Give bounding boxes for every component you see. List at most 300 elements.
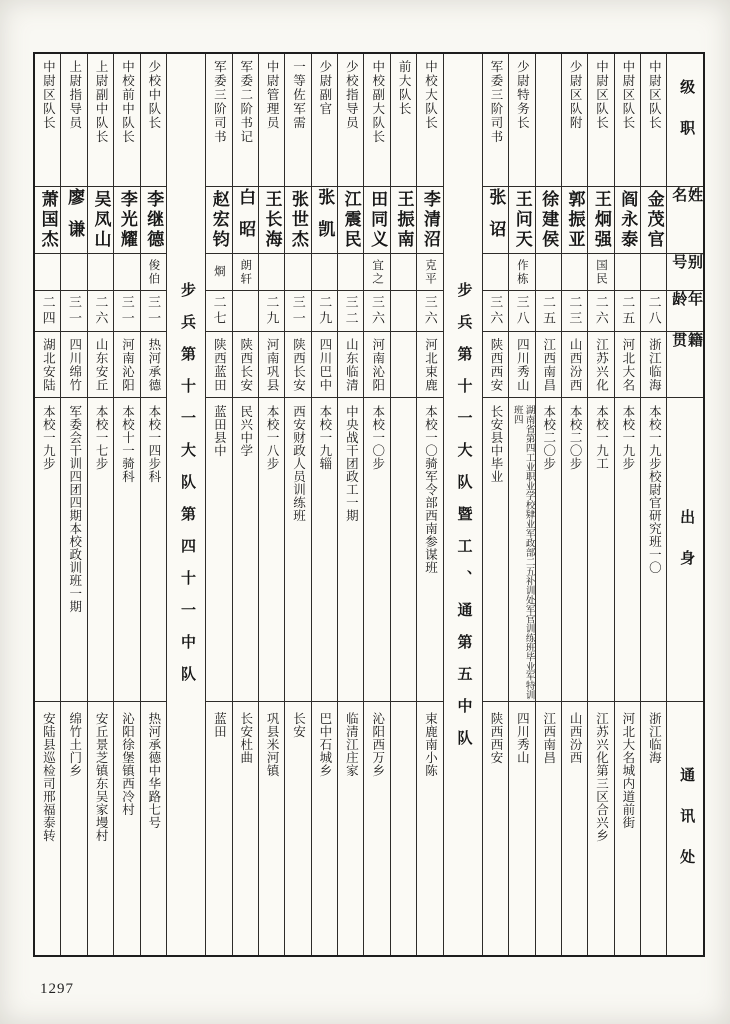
byname-cell xyxy=(114,254,139,291)
person-column xyxy=(508,54,534,955)
name-text: 张诏 xyxy=(486,188,506,252)
name-cell xyxy=(483,187,508,254)
rank-text: 军委三阶司书 xyxy=(488,60,503,144)
name-cell xyxy=(259,187,284,254)
header-address xyxy=(667,702,703,955)
address-text: 沁阳西万乡 xyxy=(370,712,385,777)
person-column xyxy=(390,54,416,955)
age-text: 二九 xyxy=(264,295,280,327)
native-place-cell xyxy=(114,332,139,398)
address-text: 沁阳徐堡镇西冷村 xyxy=(120,712,135,816)
header-origin-label: 出身 xyxy=(678,508,695,591)
person-column xyxy=(140,54,166,955)
age-cell xyxy=(233,291,258,332)
age-text: 二七 xyxy=(211,295,227,327)
age-text: 二三 xyxy=(567,295,583,327)
origin-cell xyxy=(141,398,166,702)
native-place-cell xyxy=(88,332,113,398)
age-text: 二八 xyxy=(646,295,662,327)
address-text: 安陆县巡检司邢福泰转 xyxy=(41,712,56,842)
address-cell xyxy=(114,702,139,955)
age-text: 三一 xyxy=(146,295,162,327)
name-cell xyxy=(338,187,363,254)
native-place-text: 热河承德 xyxy=(146,337,161,392)
byname-text: 朗轩 xyxy=(239,258,252,286)
name-cell xyxy=(417,187,442,254)
name-text: 王问天 xyxy=(512,190,532,250)
origin-cell xyxy=(285,398,310,702)
origin-cell xyxy=(61,398,86,702)
origin-text: 本校一八步 xyxy=(265,405,280,470)
origin-cell xyxy=(233,398,258,702)
origin-text: 本校一九工 xyxy=(594,405,609,470)
age-text: 二六 xyxy=(93,295,109,327)
address-text: 长安杜曲 xyxy=(238,712,253,764)
origin-text: 本校一九步校尉官研究班一〇 xyxy=(647,405,662,574)
rank-text: 少校中队长 xyxy=(146,60,161,130)
address-cell xyxy=(312,702,337,955)
name-text: 张凯 xyxy=(315,188,335,252)
native-place-text: 江苏兴化 xyxy=(594,337,609,392)
address-text: 绵竹土门乡 xyxy=(67,712,82,777)
age-cell xyxy=(483,291,508,332)
address-cell xyxy=(338,702,363,955)
origin-cell xyxy=(562,398,587,702)
address-cell xyxy=(88,702,113,955)
person-column xyxy=(232,54,258,955)
person-column xyxy=(535,54,561,955)
name-text: 李光耀 xyxy=(117,190,137,250)
byname-cell xyxy=(141,254,166,291)
age-cell xyxy=(88,291,113,332)
address-cell xyxy=(364,702,389,955)
person-column xyxy=(416,54,442,955)
byname-cell xyxy=(206,254,231,291)
origin-cell xyxy=(35,398,60,702)
age-text: 三六 xyxy=(369,295,385,327)
person-column xyxy=(363,54,389,955)
age-cell xyxy=(285,291,310,332)
name-text: 王长海 xyxy=(262,190,282,250)
name-cell xyxy=(233,187,258,254)
rank-text: 中尉区队长 xyxy=(41,60,56,130)
byname-cell xyxy=(641,254,666,291)
native-place-cell xyxy=(615,332,640,398)
rank-text: 中尉管理员 xyxy=(265,60,280,130)
origin-text: 本校一〇步 xyxy=(370,405,385,470)
address-text: 陕西西安 xyxy=(488,712,503,764)
person-column xyxy=(35,54,60,955)
rank-cell xyxy=(206,54,231,187)
name-text: 廖谦 xyxy=(65,188,85,252)
person-column xyxy=(640,54,666,955)
address-cell xyxy=(259,702,284,955)
name-cell xyxy=(364,187,389,254)
rank-text: 前大队长 xyxy=(397,60,412,116)
byname-text: 国民 xyxy=(595,258,607,286)
native-place-text: 河北束鹿 xyxy=(423,337,438,392)
origin-cell xyxy=(391,398,416,702)
rank-text: 少尉副官 xyxy=(317,60,332,116)
age-text: 三六 xyxy=(488,295,504,327)
origin-text: 蓝田县中 xyxy=(212,405,227,457)
rank-cell xyxy=(285,54,310,187)
address-cell xyxy=(483,702,508,955)
age-text: 三八 xyxy=(514,295,530,327)
age-cell xyxy=(141,291,166,332)
name-cell xyxy=(285,187,310,254)
origin-cell xyxy=(259,398,284,702)
native-place-cell xyxy=(588,332,613,398)
address-cell xyxy=(562,702,587,955)
origin-text: 本校一九步 xyxy=(620,405,635,470)
origin-text: 民兴中学 xyxy=(238,405,253,457)
header-byname-label: 别号 xyxy=(670,254,702,279)
native-place-text: 陕西长安 xyxy=(291,337,306,392)
name-text: 张世杰 xyxy=(288,190,308,250)
origin-cell xyxy=(417,398,442,702)
name-text: 田同义 xyxy=(368,190,388,250)
rank-cell xyxy=(417,54,442,187)
unit-title-column xyxy=(166,54,205,955)
native-place-cell xyxy=(233,332,258,398)
person-column xyxy=(587,54,613,955)
age-cell xyxy=(338,291,363,332)
page-number: 1297 xyxy=(40,981,74,997)
origin-cell xyxy=(114,398,139,702)
name-text: 王振南 xyxy=(394,190,414,250)
rank-text: 中尉区队长 xyxy=(594,60,609,130)
origin-text: 本校一九步 xyxy=(41,405,56,470)
byname-cell xyxy=(61,254,86,291)
header-name xyxy=(667,187,703,254)
native-place-text: 四川巴中 xyxy=(317,337,332,392)
name-text: 吴凤山 xyxy=(91,190,111,250)
rank-cell xyxy=(35,54,60,187)
unit-title-cell xyxy=(444,54,482,955)
native-place-text: 江西南昌 xyxy=(541,337,556,392)
native-place-cell xyxy=(338,332,363,398)
native-place-cell xyxy=(641,332,666,398)
name-cell xyxy=(88,187,113,254)
table-header-column xyxy=(666,54,703,955)
origin-cell xyxy=(338,398,363,702)
rank-cell xyxy=(233,54,258,187)
address-cell xyxy=(206,702,231,955)
rank-text: 少尉区队附 xyxy=(568,60,583,130)
byname-cell xyxy=(483,254,508,291)
rank-cell xyxy=(588,54,613,187)
native-place-cell xyxy=(536,332,561,398)
age-cell xyxy=(259,291,284,332)
age-cell xyxy=(206,291,231,332)
native-place-cell xyxy=(312,332,337,398)
origin-text: 本校十一骑科 xyxy=(120,405,135,483)
native-place-cell xyxy=(206,332,231,398)
native-place-text: 山西汾西 xyxy=(568,337,583,392)
name-cell xyxy=(588,187,613,254)
byname-text: 烱 xyxy=(212,265,225,279)
address-text: 蓝田 xyxy=(212,712,227,738)
person-column xyxy=(311,54,337,955)
byname-cell xyxy=(312,254,337,291)
byname-cell xyxy=(259,254,284,291)
age-text: 二五 xyxy=(541,295,557,327)
byname-text: 宜之 xyxy=(371,258,384,286)
person-column xyxy=(561,54,587,955)
origin-cell xyxy=(615,398,640,702)
native-place-cell xyxy=(285,332,310,398)
rank-text: 一等佐军需 xyxy=(291,60,306,130)
native-place-text: 河南巩县 xyxy=(265,337,280,392)
native-place-text: 陕西蓝田 xyxy=(212,337,227,392)
address-text: 安丘景芝镇东吴家墁村 xyxy=(94,712,109,842)
address-cell xyxy=(588,702,613,955)
origin-text: 本校一七步 xyxy=(94,405,109,470)
age-text: 三一 xyxy=(119,295,135,327)
native-place-cell xyxy=(141,332,166,398)
native-place-cell xyxy=(483,332,508,398)
origin-cell xyxy=(588,398,613,702)
age-text: 三一 xyxy=(290,295,306,327)
rank-text: 上尉副中队长 xyxy=(94,60,109,144)
native-place-text: 河北大名 xyxy=(620,337,635,392)
native-place-text: 陕西西安 xyxy=(488,337,503,392)
native-place-cell xyxy=(61,332,86,398)
rank-text: 军委三阶司书 xyxy=(212,60,227,144)
unit-title-column xyxy=(443,54,482,955)
header-age-label: 年龄 xyxy=(670,291,702,316)
officer-roster-table xyxy=(33,52,705,957)
unit-title-text: 步兵第十一大队暨工、通第五中队 xyxy=(455,282,472,762)
person-column xyxy=(113,54,139,955)
age-cell xyxy=(114,291,139,332)
native-place-cell xyxy=(509,332,534,398)
rank-text: 上尉指导员 xyxy=(67,60,82,130)
address-cell xyxy=(417,702,442,955)
name-text: 徐建侯 xyxy=(539,190,559,250)
rank-cell xyxy=(615,54,640,187)
age-text: 二九 xyxy=(317,295,333,327)
native-place-text: 四川秀山 xyxy=(515,337,530,392)
native-place-text: 浙江临海 xyxy=(647,337,662,392)
address-cell xyxy=(35,702,60,955)
address-cell xyxy=(641,702,666,955)
byname-cell xyxy=(35,254,60,291)
age-text: 二六 xyxy=(593,295,609,327)
address-text: 热河承德中华路七号 xyxy=(146,712,161,829)
age-text: 二四 xyxy=(40,295,56,327)
rank-text: 少尉特务长 xyxy=(515,60,530,130)
byname-cell xyxy=(417,254,442,291)
name-cell xyxy=(61,187,86,254)
byname-cell xyxy=(285,254,310,291)
native-place-text: 湖北安陆 xyxy=(41,337,56,392)
address-cell xyxy=(391,702,416,955)
native-place-cell xyxy=(562,332,587,398)
name-cell xyxy=(35,187,60,254)
origin-cell xyxy=(483,398,508,702)
header-byname xyxy=(667,254,703,291)
name-cell xyxy=(114,187,139,254)
unit-title-cell xyxy=(167,54,205,955)
name-cell xyxy=(536,187,561,254)
age-cell xyxy=(615,291,640,332)
native-place-text: 陕西长安 xyxy=(238,337,253,392)
header-native-place xyxy=(667,332,703,398)
rank-cell xyxy=(562,54,587,187)
name-cell xyxy=(562,187,587,254)
rank-text: 中校大队长 xyxy=(423,60,438,130)
header-rank-label: 级职 xyxy=(678,79,695,161)
origin-text: 西安财政人员训练班 xyxy=(291,405,306,522)
origin-text: 中央战干团政工一期 xyxy=(344,405,359,522)
address-text: 江西南昌 xyxy=(541,712,556,764)
rank-cell xyxy=(641,54,666,187)
name-text: 江震民 xyxy=(341,190,361,250)
origin-text: 本校一四步科 xyxy=(146,405,161,483)
person-column xyxy=(258,54,284,955)
age-cell xyxy=(364,291,389,332)
rank-cell xyxy=(141,54,166,187)
rank-text: 中校前中队长 xyxy=(120,60,135,144)
rank-cell xyxy=(509,54,534,187)
byname-text: 作栋 xyxy=(515,258,528,286)
native-place-cell xyxy=(391,332,416,398)
byname-cell xyxy=(615,254,640,291)
byname-cell xyxy=(391,254,416,291)
header-address-label: 通讯处 xyxy=(678,767,695,890)
rank-cell xyxy=(312,54,337,187)
native-place-cell xyxy=(259,332,284,398)
origin-text: 本校二〇步 xyxy=(541,405,556,470)
age-text: 二五 xyxy=(620,295,636,327)
age-cell xyxy=(641,291,666,332)
rank-text: 中尉区队长 xyxy=(620,60,635,130)
address-cell xyxy=(285,702,310,955)
native-place-cell xyxy=(35,332,60,398)
byname-cell xyxy=(338,254,363,291)
age-cell xyxy=(509,291,534,332)
name-text: 阎永泰 xyxy=(618,190,638,250)
origin-cell xyxy=(206,398,231,702)
rank-cell xyxy=(483,54,508,187)
native-place-cell xyxy=(417,332,442,398)
age-text: 三二 xyxy=(343,295,359,327)
rank-text: 中尉区队长 xyxy=(647,60,662,130)
byname-text: 俊伯 xyxy=(147,258,160,286)
origin-text: 军委会干训四团四期本校政训班一期 xyxy=(67,405,82,613)
person-column xyxy=(614,54,640,955)
address-cell xyxy=(509,702,534,955)
person-column xyxy=(482,54,508,955)
name-text: 郭振亚 xyxy=(565,190,585,250)
address-text: 巩县米河镇 xyxy=(265,712,280,777)
byname-cell xyxy=(88,254,113,291)
person-column xyxy=(284,54,310,955)
origin-cell xyxy=(509,398,534,702)
address-text: 临清江庄家 xyxy=(344,712,359,777)
rank-cell xyxy=(88,54,113,187)
name-cell xyxy=(391,187,416,254)
age-cell xyxy=(562,291,587,332)
header-origin xyxy=(667,398,703,702)
name-cell xyxy=(615,187,640,254)
name-text: 白昭 xyxy=(236,188,256,252)
byname-cell xyxy=(536,254,561,291)
byname-cell xyxy=(562,254,587,291)
rank-cell xyxy=(61,54,86,187)
origin-cell xyxy=(88,398,113,702)
name-text: 金茂官 xyxy=(644,190,664,250)
name-text: 赵宏钧 xyxy=(209,190,229,250)
rank-cell xyxy=(114,54,139,187)
byname-cell xyxy=(509,254,534,291)
name-cell xyxy=(206,187,231,254)
address-text: 束鹿南小陈 xyxy=(423,712,438,777)
age-cell xyxy=(417,291,442,332)
address-text: 山西汾西 xyxy=(568,712,583,764)
rank-text: 军委二阶书记 xyxy=(238,60,253,144)
person-column xyxy=(337,54,363,955)
name-text: 李清沼 xyxy=(420,190,440,250)
origin-text: 本校一九辎 xyxy=(317,405,332,470)
rank-cell xyxy=(364,54,389,187)
rank-text: 中校副大队长 xyxy=(370,60,385,144)
byname-cell xyxy=(233,254,258,291)
byname-cell xyxy=(588,254,613,291)
address-text: 巴中石城乡 xyxy=(317,712,332,777)
origin-cell xyxy=(312,398,337,702)
unit-title-text: 步兵第十一大队第四十一中队 xyxy=(178,282,195,698)
person-column xyxy=(205,54,231,955)
origin-cell xyxy=(641,398,666,702)
rank-cell xyxy=(536,54,561,187)
rank-text: 少校指导员 xyxy=(344,60,359,130)
person-column xyxy=(60,54,86,955)
address-text: 河北大名城内道前街 xyxy=(620,712,635,829)
rank-cell xyxy=(259,54,284,187)
name-text: 李继德 xyxy=(144,190,164,250)
age-cell xyxy=(312,291,337,332)
rank-cell xyxy=(391,54,416,187)
age-cell xyxy=(35,291,60,332)
address-cell xyxy=(536,702,561,955)
origin-text: 本校二〇步 xyxy=(568,405,583,470)
header-rank xyxy=(667,54,703,187)
rank-cell xyxy=(338,54,363,187)
origin-text: 湖南省第四工业职业学校肄业军政部二五补训处军官训练班毕业军特训班四 xyxy=(511,405,534,700)
address-text: 四川秀山 xyxy=(515,712,530,764)
header-age xyxy=(667,291,703,332)
origin-cell xyxy=(536,398,561,702)
name-cell xyxy=(312,187,337,254)
age-cell xyxy=(536,291,561,332)
byname-text: 克平 xyxy=(423,258,436,286)
address-text: 江苏兴化第三区合兴乡 xyxy=(594,712,609,842)
age-cell xyxy=(588,291,613,332)
name-text: 王炯强 xyxy=(591,190,611,250)
native-place-text: 四川绵竹 xyxy=(67,337,82,392)
origin-text: 长安县中毕业 xyxy=(488,405,503,483)
age-text: 三六 xyxy=(422,295,438,327)
name-text: 萧国杰 xyxy=(38,190,58,250)
byname-cell xyxy=(364,254,389,291)
address-cell xyxy=(615,702,640,955)
age-cell xyxy=(391,291,416,332)
address-text: 浙江临海 xyxy=(647,712,662,764)
address-cell xyxy=(141,702,166,955)
